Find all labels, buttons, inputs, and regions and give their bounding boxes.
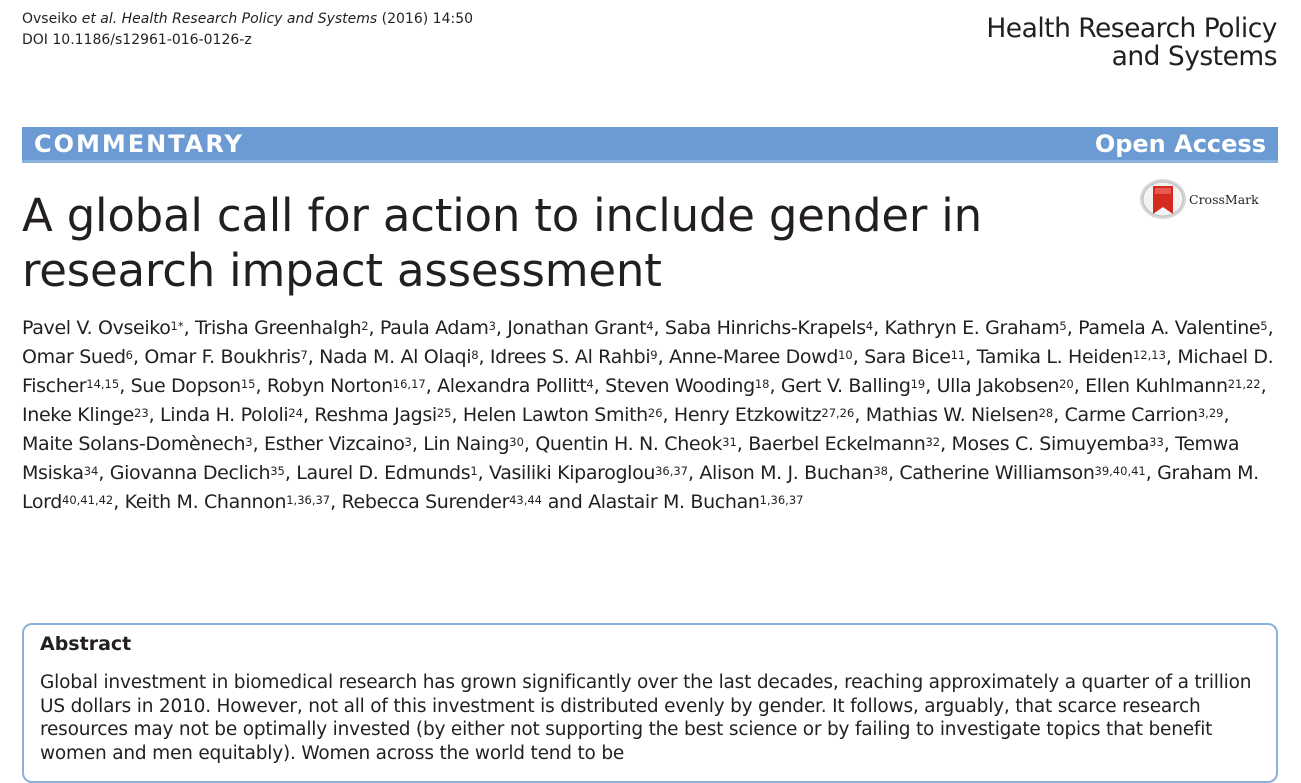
author-name-text: Jonathan Grant bbox=[507, 317, 647, 339]
author-separator: , bbox=[965, 346, 977, 368]
author-separator: , bbox=[688, 462, 700, 484]
author-name bbox=[588, 491, 803, 513]
author-name bbox=[296, 462, 477, 484]
author-name-text: Saba Hinrichs-Krapels bbox=[664, 317, 866, 339]
author-affiliation[interactable]: 38 bbox=[873, 464, 888, 478]
author-separator: , bbox=[852, 346, 865, 368]
author-separator: , bbox=[133, 346, 145, 368]
author-name bbox=[319, 346, 478, 368]
author-name bbox=[748, 433, 940, 455]
author-name-text: Baerbel Eckelmann bbox=[748, 433, 926, 455]
author-name-text: Giovanna Declich bbox=[109, 462, 271, 484]
author-separator: , bbox=[425, 375, 438, 397]
author-name bbox=[490, 346, 658, 368]
author-name-text: Quentin H. N. Cheok bbox=[535, 433, 723, 455]
author-affiliation[interactable]: 3 bbox=[404, 435, 412, 449]
author-name bbox=[264, 433, 412, 455]
author-name-text: Sue Dopson bbox=[130, 375, 241, 397]
author-separator: , bbox=[925, 375, 937, 397]
author-separator: , bbox=[451, 404, 463, 426]
author-separator: , bbox=[593, 375, 606, 397]
journal-name-line2: and Systems bbox=[1111, 41, 1277, 72]
author-name-text: Maite Solans-Domènech bbox=[22, 433, 246, 455]
author-affiliation[interactable]: 12,13 bbox=[1132, 348, 1166, 362]
author-name bbox=[489, 462, 688, 484]
author-name-text: Helen Lawton Smith bbox=[462, 404, 648, 426]
author-name-text: Anne-Maree Dowd bbox=[668, 346, 839, 368]
author-name bbox=[781, 375, 925, 397]
author-name-text: Omar Sued bbox=[22, 346, 126, 368]
author-name-text: Nada M. Al Olaqi bbox=[319, 346, 472, 368]
author-name-text: Catherine Williamson bbox=[899, 462, 1095, 484]
author-name bbox=[885, 317, 1067, 339]
journal-logo bbox=[986, 15, 1277, 71]
author-name-text: Trisha Greenhalgh bbox=[195, 317, 362, 339]
author-affiliation[interactable]: 4 bbox=[646, 319, 654, 333]
author-name bbox=[144, 346, 307, 368]
author-separator: , bbox=[284, 462, 297, 484]
author-separator: , bbox=[523, 433, 536, 455]
author-name-text: Rebecca Surender bbox=[341, 491, 510, 513]
author-affiliation[interactable]: 33 bbox=[1149, 435, 1164, 449]
author-affiliation[interactable]: 28 bbox=[1038, 406, 1054, 420]
author-affiliation[interactable]: 34 bbox=[83, 464, 99, 478]
author-name-text: Vasiliki Kiparoglou bbox=[489, 462, 656, 484]
author-name bbox=[22, 317, 184, 339]
author-separator: , bbox=[653, 317, 665, 339]
author-affiliation[interactable]: 21,22 bbox=[1227, 377, 1261, 391]
author-name bbox=[314, 404, 451, 426]
author-name-text: Ellen Kuhlmann bbox=[1085, 375, 1228, 397]
article-title: A global call for action to include gender in research impact assessment bbox=[22, 189, 982, 297]
author-affiliation[interactable]: 43,44 bbox=[509, 493, 543, 507]
author-separator: , bbox=[307, 346, 320, 368]
author-name bbox=[864, 346, 965, 368]
author-affiliation[interactable]: 26 bbox=[647, 406, 663, 420]
author-name bbox=[22, 346, 133, 368]
author-separator: , bbox=[113, 491, 125, 513]
author-name bbox=[125, 491, 331, 513]
citation-line bbox=[22, 9, 473, 30]
crossmark-badge[interactable] bbox=[1139, 178, 1259, 220]
author-affiliation[interactable]: 6 bbox=[125, 348, 133, 362]
author-separator: , bbox=[657, 346, 669, 368]
author-separator: , bbox=[1073, 375, 1086, 397]
author-name bbox=[937, 375, 1074, 397]
author-affiliation[interactable]: 31 bbox=[722, 435, 737, 449]
author-name bbox=[866, 404, 1054, 426]
author-name bbox=[380, 317, 496, 339]
author-name-text: Alastair M. Buchan bbox=[588, 491, 760, 513]
author-affiliation[interactable]: 7 bbox=[300, 348, 308, 362]
author-name bbox=[463, 404, 663, 426]
author-name-text: Kathryn E. Graham bbox=[884, 317, 1060, 339]
author-name bbox=[267, 375, 426, 397]
journal-name-line1: Health Research Policy bbox=[986, 13, 1277, 44]
author-name bbox=[699, 462, 888, 484]
author-affiliation[interactable]: 15 bbox=[240, 377, 256, 391]
author-name-text: Carme Carrion bbox=[1064, 404, 1198, 426]
abstract-heading: Abstract bbox=[40, 633, 132, 655]
author-affiliation[interactable]: 30 bbox=[509, 435, 524, 449]
author-name bbox=[1085, 375, 1260, 397]
author-name-text: Robyn Norton bbox=[266, 375, 393, 397]
author-separator: , bbox=[495, 317, 508, 339]
author-separator: , bbox=[1066, 317, 1079, 339]
author-separator: , bbox=[887, 462, 900, 484]
author-name-text: Pamela A. Valentine bbox=[1078, 317, 1261, 339]
author-affiliation[interactable]: 20 bbox=[1059, 377, 1074, 391]
author-name-text: Alexandra Pollitt bbox=[437, 375, 587, 397]
author-name-text: Reshma Jagsi bbox=[314, 404, 437, 426]
author-separator: , bbox=[252, 433, 264, 455]
author-separator: , bbox=[255, 375, 267, 397]
author-name bbox=[342, 491, 543, 513]
author-separator: , bbox=[662, 404, 674, 426]
author-name-text: Gert V. Balling bbox=[780, 375, 911, 397]
author-name bbox=[423, 433, 524, 455]
abstract-text: Global investment in biomedical research has grown significantly over the last decades, reaching approximately a quarter of a trillion US dollars in 2010. However, not all of this investment is distributed evenly by gender. It follows, arguably, that scarce research resources may not be optimally invested (by either not supporting the best science or by failing to investigate topics that benefit women and men equitably). Women across the world tend to be bbox=[40, 672, 1252, 764]
author-name bbox=[160, 404, 303, 426]
author-affiliation[interactable]: 4 bbox=[586, 377, 594, 391]
author-name-text: Idrees S. Al Rahbi bbox=[489, 346, 651, 368]
author-affiliation[interactable]: 5 bbox=[1260, 319, 1268, 333]
author-name bbox=[665, 317, 873, 339]
author-name-text: Esther Vizcaino bbox=[263, 433, 405, 455]
author-affiliation[interactable]: 40,41,42 bbox=[62, 493, 114, 507]
author-separator: , bbox=[769, 375, 781, 397]
author-separator: , bbox=[1145, 462, 1158, 484]
author-name bbox=[1078, 317, 1267, 339]
author-name bbox=[507, 317, 653, 339]
author-separator: , bbox=[411, 433, 424, 455]
author-name-text: Graham M. Lord bbox=[22, 462, 1259, 513]
author-separator: , bbox=[1267, 317, 1274, 339]
author-name-text: Pavel V. Ovseiko bbox=[22, 317, 171, 339]
author-name bbox=[1065, 404, 1224, 426]
author-separator: , bbox=[148, 404, 161, 426]
author-affiliation[interactable]: 9 bbox=[650, 348, 658, 362]
author-affiliation[interactable]: 25 bbox=[436, 406, 452, 420]
author-affiliation[interactable]: 3 bbox=[245, 435, 253, 449]
author-separator: , bbox=[1165, 346, 1178, 368]
citation-journal: et al. Health Research Policy and Systems bbox=[81, 11, 378, 27]
author-separator: , bbox=[1260, 375, 1267, 397]
author-affiliation[interactable]: 11 bbox=[950, 348, 966, 362]
author-affiliation[interactable]: 24 bbox=[288, 406, 303, 420]
author-separator: , bbox=[1223, 404, 1230, 426]
author-affiliation[interactable]: 16,17 bbox=[392, 377, 426, 391]
author-separator: , bbox=[183, 317, 196, 339]
author-separator: , bbox=[302, 404, 315, 426]
author-affiliation[interactable]: 36,37 bbox=[655, 464, 689, 478]
author-separator: , bbox=[119, 375, 131, 397]
author-separator: , bbox=[736, 433, 749, 455]
author-name bbox=[131, 375, 256, 397]
author-affiliation[interactable]: 1,36,37 bbox=[759, 493, 804, 507]
author-name bbox=[899, 462, 1145, 484]
author-separator: , bbox=[940, 433, 952, 455]
author-name-text: Lin Naing bbox=[423, 433, 510, 455]
author-affiliation[interactable]: 2 bbox=[361, 319, 369, 333]
author-name-text: Alison M. J. Buchan bbox=[699, 462, 874, 484]
open-access-label: Open Access bbox=[1094, 130, 1266, 158]
author-separator: , bbox=[854, 404, 866, 426]
author-affiliation[interactable]: 8 bbox=[471, 348, 479, 362]
doi-line[interactable]: DOI 10.1186/s12961-016-0126-z bbox=[22, 32, 252, 48]
author-name bbox=[195, 317, 369, 339]
author-name-text: Henry Etzkowitz bbox=[673, 404, 822, 426]
author-name-text: Temwa Msiska bbox=[22, 433, 1240, 484]
author-affiliation[interactable]: 1* bbox=[170, 319, 184, 333]
article-type-bar bbox=[22, 127, 1278, 163]
author-separator: , bbox=[1163, 433, 1176, 455]
author-name-text: Steven Wooding bbox=[605, 375, 755, 397]
author-name bbox=[669, 346, 853, 368]
author-affiliation[interactable]: 3 bbox=[488, 319, 496, 333]
author-affiliation[interactable]: 1 bbox=[470, 464, 478, 478]
author-name bbox=[22, 433, 253, 455]
author-list bbox=[22, 314, 1280, 517]
author-affiliation[interactable]: 4 bbox=[865, 319, 874, 333]
author-name-text: Mathias W. Nielsen bbox=[865, 404, 1039, 426]
author-name-text: Linda H. Pololi bbox=[160, 404, 289, 426]
author-separator: , bbox=[98, 462, 110, 484]
author-separator: , bbox=[368, 317, 380, 339]
article-type-label: COMMENTARY bbox=[34, 130, 244, 158]
author-name bbox=[674, 404, 854, 426]
author-affiliation[interactable]: 39,40,41 bbox=[1094, 464, 1146, 478]
author-name bbox=[22, 404, 149, 426]
abstract-box bbox=[22, 623, 1278, 783]
author-separator: and bbox=[542, 491, 589, 513]
author-name-text: Sara Bice bbox=[864, 346, 951, 368]
citation-year-page: (2016) 14:50 bbox=[381, 11, 474, 27]
author-separator: , bbox=[478, 346, 490, 368]
author-affiliation[interactable]: 18 bbox=[754, 377, 770, 391]
crossmark-icon bbox=[1139, 178, 1191, 220]
crossmark-label: CrossMark bbox=[1189, 191, 1259, 207]
citation-author: Ovseiko bbox=[22, 11, 78, 27]
author-affiliation[interactable]: 10 bbox=[838, 348, 853, 362]
author-name-text: Moses C. Simuyemba bbox=[951, 433, 1150, 455]
author-name bbox=[110, 462, 285, 484]
author-separator: , bbox=[873, 317, 885, 339]
author-name-text: Ineke Klinge bbox=[22, 404, 134, 426]
author-name-text: Michael D. Fischer bbox=[22, 346, 1274, 397]
author-name-text: Keith M. Channon bbox=[124, 491, 287, 513]
author-affiliation[interactable]: 27,26 bbox=[821, 406, 855, 420]
author-affiliation[interactable]: 23 bbox=[134, 406, 149, 420]
author-separator: , bbox=[330, 491, 342, 513]
author-name bbox=[977, 346, 1166, 368]
author-affiliation[interactable]: 5 bbox=[1059, 319, 1067, 333]
author-name bbox=[605, 375, 769, 397]
author-name-text: Laurel D. Edmunds bbox=[296, 462, 471, 484]
author-name bbox=[437, 375, 594, 397]
author-name bbox=[535, 433, 736, 455]
author-affiliation[interactable]: 3,29 bbox=[1197, 406, 1224, 420]
author-separator: , bbox=[1053, 404, 1065, 426]
author-affiliation[interactable]: 35 bbox=[270, 464, 285, 478]
author-name-text: Omar F. Boukhris bbox=[144, 346, 301, 368]
article-header bbox=[22, 9, 473, 51]
author-name-text: Tamika L. Heiden bbox=[976, 346, 1133, 368]
author-separator: , bbox=[477, 462, 490, 484]
author-name bbox=[952, 433, 1164, 455]
author-affiliation[interactable]: 19 bbox=[910, 377, 926, 391]
author-affiliation[interactable]: 32 bbox=[925, 435, 941, 449]
author-name-text: Ulla Jakobsen bbox=[936, 375, 1060, 397]
author-affiliation[interactable]: 14,15 bbox=[86, 377, 120, 391]
author-name-text: Paula Adam bbox=[379, 317, 489, 339]
author-affiliation[interactable]: 1,36,37 bbox=[286, 493, 331, 507]
